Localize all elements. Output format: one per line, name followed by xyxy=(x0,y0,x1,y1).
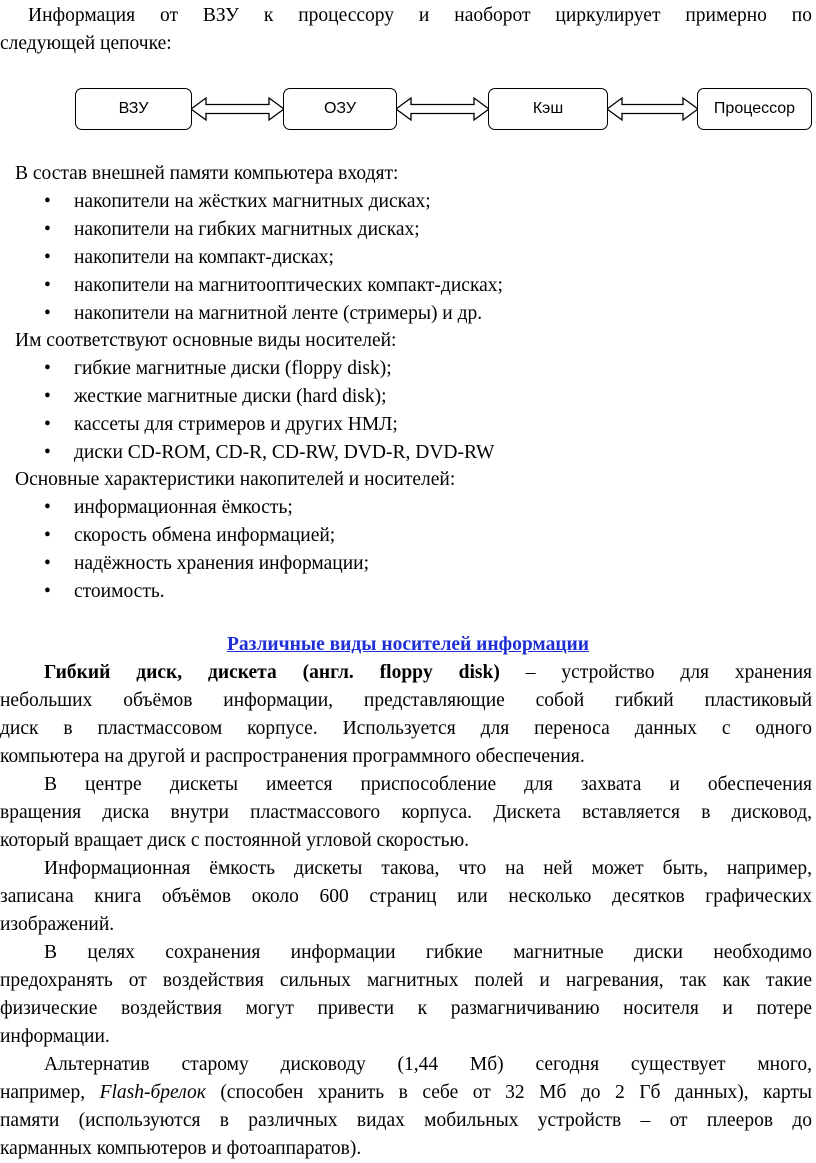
double-arrow-3 xyxy=(607,98,698,120)
bullet-icon: • xyxy=(44,553,51,574)
list-item-text: информационная ёмкость; xyxy=(74,497,293,518)
floppy-line-3: диск в пластмассовом корпусе. Используется для переноса данных с одного xyxy=(0,718,812,739)
bullet-icon: • xyxy=(44,275,51,296)
list-item-text: накопители на магнитной ленте (стримеры) и др. xyxy=(74,303,483,324)
protection-line-4: информации. xyxy=(0,1026,110,1047)
bullet-icon: • xyxy=(44,386,51,407)
floppy-term: Гибкий диск, дискета (англ. floppy disk) xyxy=(44,662,500,683)
list-item-text: диски CD-ROM, CD-R, CD-RW, DVD-R, DVD-RW xyxy=(74,442,495,463)
alternative-line-2-pre: например, xyxy=(0,1082,86,1103)
list-item-text: гибкие магнитные диски (floppy disk); xyxy=(74,358,392,379)
capacity-line-1: Информационная ёмкость дискеты такова, что на ней может быть, например, xyxy=(44,858,812,879)
alternative-line-1: Альтернатив старому дисководу (1,44 Мб) сегодня существует много, xyxy=(44,1054,812,1075)
media-title: Им соответствуют основные виды носителей: xyxy=(15,330,397,351)
bullet-icon: • xyxy=(44,581,51,602)
box-ozu xyxy=(283,88,397,130)
bullet-icon: • xyxy=(44,414,51,435)
bullet-icon: • xyxy=(44,525,51,546)
alternative-line-2 xyxy=(0,1079,812,1107)
protection-line-3: физические воздействия могут привести к размагничиванию носителя и потере xyxy=(0,998,812,1019)
external-memory-title: В состав внешней памяти компьютера входят: xyxy=(15,163,399,184)
intro-line-1-text: Информация от ВЗУ к процессору и наоборот циркулирует примерно по xyxy=(28,5,812,26)
double-arrow-1 xyxy=(191,98,284,120)
alternative-line-2-post: (способен хранить в себе от 32 Мб до 2 Гб данных), карты xyxy=(220,1082,813,1103)
box-vzu xyxy=(75,88,192,130)
flash-keychain-term: Flash-брелок xyxy=(99,1082,206,1103)
box-cache xyxy=(488,88,608,130)
bullet-icon: • xyxy=(44,219,51,240)
center-line-2: вращения диска внутри пластмассового корпуса. Дискета вставляется в дисковод, xyxy=(0,802,812,823)
box-vzu-label: ВЗУ xyxy=(118,100,149,117)
bullet-icon: • xyxy=(44,358,51,379)
chain-arrows xyxy=(0,0,816,160)
center-line-3: который вращает диск с постоянной угловой скоростью. xyxy=(0,830,470,851)
list-item-text: надёжность хранения информации; xyxy=(74,553,370,574)
center-line-1: В центре дискеты имеется приспособление для захвата и обеспечения xyxy=(44,774,812,795)
bullet-icon: • xyxy=(44,497,51,518)
protection-line-1: В целях сохранения информации гибкие магнитные диски необходимо xyxy=(44,942,812,963)
list-item-text: кассеты для стримеров и других НМЛ; xyxy=(74,414,398,435)
capacity-line-3: изображений. xyxy=(0,914,115,935)
section-heading-link[interactable]: Различные виды носителей информации xyxy=(226,634,590,655)
bullet-icon: • xyxy=(44,247,51,268)
list-item-text: накопители на магнитооптических компакт-дисках; xyxy=(74,275,503,296)
bullet-icon: • xyxy=(44,191,51,212)
double-arrow-2 xyxy=(396,98,489,120)
protection-line-2: предохранять от воздействия сильных магнитных полей и нагревания, так как такие xyxy=(0,970,812,991)
list-item-text: стоимость. xyxy=(74,581,165,602)
intro-line-2-text: следующей цепочке: xyxy=(0,33,172,54)
list-item-text: накопители на жёстких магнитных дисках; xyxy=(74,191,431,212)
list-item-text: накопители на компакт-дисках; xyxy=(74,247,334,268)
capacity-line-2: записана книга объёмов около 600 страниц или несколько десятков графических xyxy=(0,886,812,907)
box-processor xyxy=(697,88,812,130)
floppy-line-1 xyxy=(44,659,812,687)
bullet-icon: • xyxy=(44,442,51,463)
alternative-line-4: карманных компьютеров и фотоаппаратов). xyxy=(0,1138,362,1159)
bullet-icon: • xyxy=(44,303,51,324)
floppy-line-4: компьютера на другой и распространения программного обеспечения. xyxy=(0,746,585,767)
box-ozu-label: ОЗУ xyxy=(323,100,357,117)
alternative-line-3: памяти (используются в различных видах мобильных устройств – от плееров до xyxy=(0,1110,812,1131)
list-item-text: накопители на гибких магнитных дисках; xyxy=(74,219,420,240)
floppy-line-1-rest: – устройство для хранения xyxy=(525,662,813,683)
list-item-text: жесткие магнитные диски (hard disk); xyxy=(74,386,387,407)
box-processor-label: Процессор xyxy=(713,100,796,117)
list-item-text: скорость обмена информацией; xyxy=(74,525,336,546)
floppy-line-2: небольших объёмов информации, представляющие собой гибкий пластиковый xyxy=(0,690,812,711)
box-cache-label: Кэш xyxy=(532,100,564,117)
characteristics-title: Основные характеристики накопителей и носителей: xyxy=(15,469,456,490)
